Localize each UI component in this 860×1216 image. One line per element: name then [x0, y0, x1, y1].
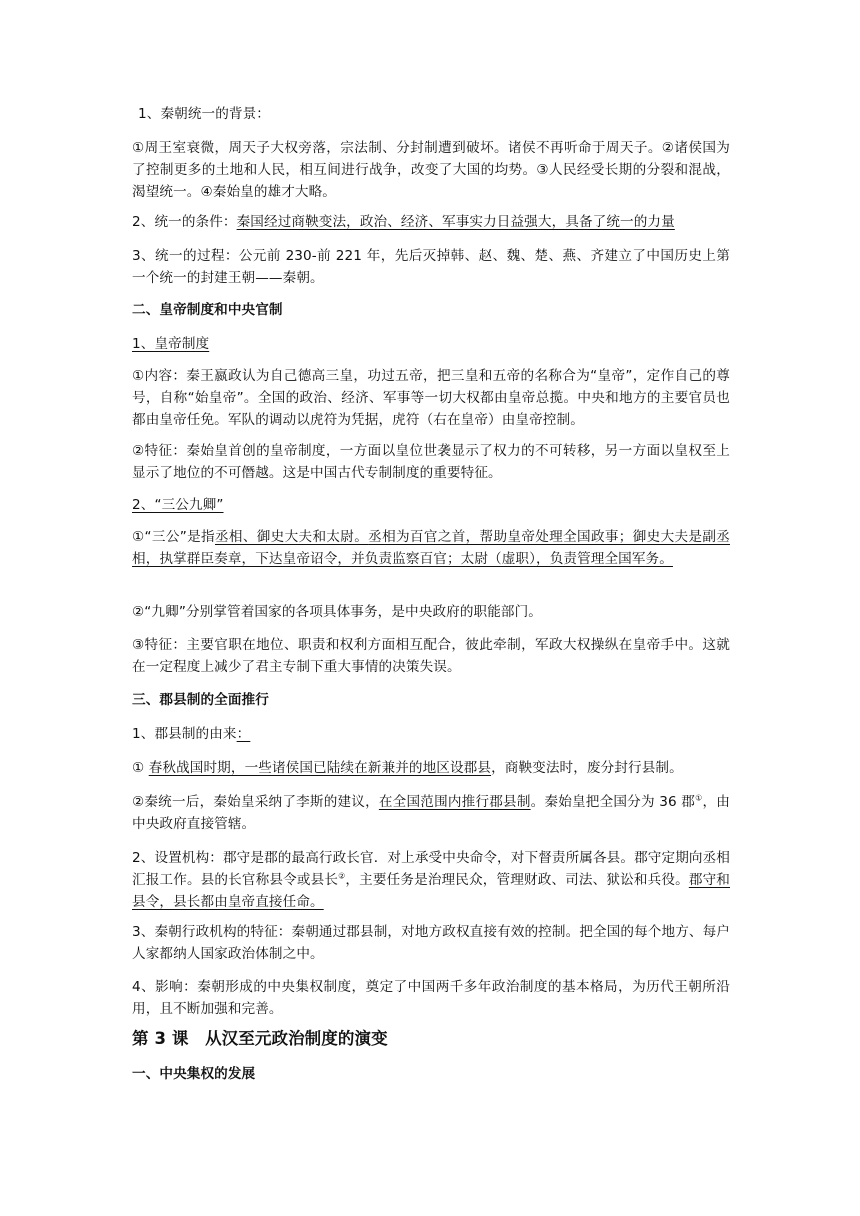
section-heading-centralization: 一、中央集权的发展 [132, 1066, 256, 1082]
commandery-origin-heading: 1、郡县制的由来： [132, 726, 251, 742]
conditions-underlined: 秦国经过商鞅变法，政治、经济、军事实力日益强大，具备了统一的力量 [236, 214, 675, 230]
footnote-marker: ② [338, 871, 346, 881]
nine-ministers-paragraph: ②“九卿”分别掌管着国家的各项具体事务，是中央政府的职能部门。 [132, 604, 542, 620]
background-paragraph: ①周王室衰微，周天子大权旁落，宗法制、分封制遭到破坏。诸侯不再听命于周天子。②诸侯国为了控制更多的土地和人民，相互间进行战争，改变了大国的均势。③人民经受长期的分裂和混战，渴望统一。④秦始皇的雄才大略。 [132, 140, 730, 200]
official-feature-paragraph: ③特征：主要官职在地位、职责和权利方面相互配合，彼此牵制，军政大权操纵在皇帝手中。这就在一定程度上减少了君主专制下重大事情的决策失误。 [132, 637, 730, 675]
section-heading-commandery: 三、郡县制的全面推行 [132, 692, 269, 708]
conditions-paragraph: 2、统一的条件：秦国经过商鞅变法，政治、经济、军事实力日益强大，具备了统一的力量 [132, 214, 675, 230]
subheading-three-lords: 2、“三公九卿” [132, 497, 224, 513]
lesson-title: 第 3 课 从汉至元政治制度的演变 [132, 1029, 388, 1048]
subheading-emperor-system: 1、皇帝制度 [132, 336, 210, 352]
background-heading: 1、秦朝统一的背景： [138, 106, 270, 122]
commandery-origin-paragraph-1: ① 春秋战国时期，一些诸侯国已陆续在新兼并的地区设郡县，商鞅变法时，废分封行县制。 [132, 760, 683, 776]
emperor-feature-paragraph: ②特征：秦始皇首创的皇帝制度，一方面以皇位世袭显示了权力的不可转移，另一方面以皇权至上显示了地位的不可僭越。这是中国古代专制制度的重要特征。 [132, 443, 730, 481]
influence-paragraph: 4、影响：秦朝形成的中央集权制度，奠定了中国两千多年政治制度的基本格局，为历代王朝所沿用，且不断加强和完善。 [132, 979, 730, 1017]
three-lords-paragraph: ①“三公”是指丞相、御史大夫和太尉。丞相为百官之首，帮助皇帝处理全国政事；御史大夫是副丞相，执掌群臣奏章，下达皇帝诏令，并负责监察百官；太尉（虚职），负责管理全国军务。 [132, 529, 730, 567]
administration-feature-paragraph: 3、秦朝行政机构的特征：秦朝通过郡县制，对地方政权直接有效的控制。把全国的每个地方、每户人家都纳人国家政治体制之中。 [132, 924, 730, 962]
commandery-origin-paragraph-2: ②秦统一后，秦始皇采纳了李斯的建议，在全国范围内推行郡县制。秦始皇把全国分为 36 郡①，由中央政府直接管辖。 [132, 793, 730, 832]
section-heading-emperor: 二、皇帝制度和中央官制 [132, 302, 283, 318]
emperor-content-paragraph: ①内容：秦王嬴政认为自己德高三皇，功过五帝，把三皇和五帝的名称合为“皇帝”，定作自己的尊号，自称“始皇帝”。全国的政治、经济、军事等一切大权都由皇帝总揽。中央和地方的主要官员也都由皇帝任免。军队的调动以虎符为凭据，虎符（右在皇帝）由皇帝控制。 [132, 368, 730, 428]
process-paragraph: 3、统一的过程：公元前 230-前 221 年，先后灭掉韩、赵、魏、楚、燕、齐建立了中国历史上第一个统一的封建王朝——秦朝。 [132, 248, 730, 286]
footnote-marker: ① [695, 793, 703, 803]
institutions-paragraph: 2、设置机构：郡守是郡的最高行政长官．对上承受中央命令，对下督责所属各县。郡守定期向丞相汇报工作。县的长官称县令或县长②，主要任务是治理民众，管理财政、司法、狱讼和兵役。郡守和县令，县长都由皇帝直接任命。 [132, 850, 730, 910]
